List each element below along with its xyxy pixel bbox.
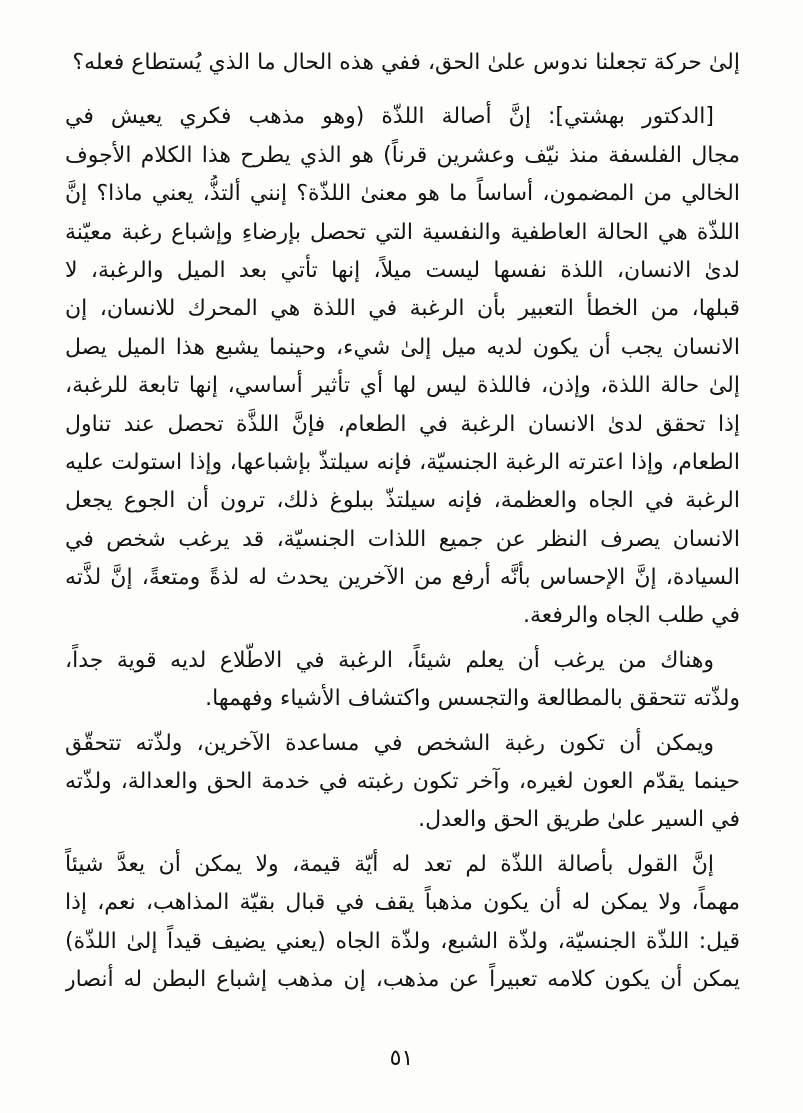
text-line: في طلب الجاه والرفعة. [523, 603, 740, 629]
text-line: في السير علىٰ طريق الحق والعدل. [418, 807, 740, 833]
text-line: ويمكن أن تكون رغبة الشخص في مساعدة الآخرين، ولذّته تتحقّق [65, 730, 714, 756]
text-line: لدىٰ الانسان، اللذة نفسها ليست ميلاً، إنها تأتي بعد الميل والرغبة، لا [65, 257, 740, 283]
text-line: الخالي من المضمون، أساساً ما هو معنىٰ اللذّة؟ إنني ألتذُّ، يعني ماذا؟ إنَّ [65, 181, 740, 207]
text-line: إلىٰ حركة تجعلنا ندوس علىٰ الحق، ففي هذه الحال ما الذي يُستطاع فعله؟ [72, 50, 740, 75]
paragraph [65, 725, 740, 840]
text-line: الانسان يجب أن يكون لديه ميل إلىٰ شيء، وحينما يشبع هذا الميل يصل [65, 334, 740, 360]
text-line: ولذّته تتحقق بالمطالعة والتجسس واكتشاف الأشياء وفهمها. [205, 686, 740, 712]
text-line: إنَّ القول بأصالة اللذّة لم تعد له أيّة قيمة، ولا يمكن أن يعدَّ شيئاً [65, 851, 714, 877]
page-number: ٥١ [389, 1046, 414, 1071]
text-line: وهناك من يرغب أن يعلم شيئاً، الرغبة في الاطّلاع لديه قوية جداً، [65, 647, 714, 673]
text-line: اللذّة هي الحالة العاطفية والنفسية التي تحصل بإرضاءِ وإشباع رغبة معيّنة [65, 219, 740, 245]
paragraph [65, 44, 740, 82]
text-line: قيل: اللذّة الجنسيّة، ولذّة الشبع، ولذّة الجاه (يعني يضيف قيداً إلىٰ اللذّة) [65, 928, 740, 954]
text-line: إذا تحقق لدىٰ الانسان الرغبة في الطعام، فإنَّ اللذَّة تحصل عند تناول [65, 411, 740, 437]
text-line: حينما يقدّم العون لغيره، وآخر تكون رغبته في خدمة الحق والعدالة، ولذّته [65, 769, 740, 795]
text-line: مهماً، ولا يمكن له أن يكون مذهباً يقف في قبال بقيّة المذاهب، نعم، إذا [65, 890, 740, 916]
text-line: السيادة، إنَّ الإحساس بأنَّه أرفع من الآخرين يحدث له لذةً ومتعةً، إنَّ لذَّته [65, 565, 740, 591]
text-line: الانسان يصرف النظر عن جميع اللذات الجنسيّة، قد يرغب شخص في [65, 526, 740, 552]
text-line: إلىٰ حالة اللذة، وإذن، فاللذة ليس لها أي تأثير أساسي، إنها تابعة للرغبة، [65, 373, 740, 399]
text-line: يمكن أن يكون كلامه تعبيراً عن مذهب، إن مذهب إشباع البطن له أنصار [65, 966, 740, 992]
text-line: مجال الفلسفة منذ نيّف وعشرين قرناً) هو الذي يطرح هذا الكلام الأجوف [65, 142, 740, 168]
text-line: الرغبة في الجاه والعظمة، فإنه سيلتذّ ببلوغ ذلك، ترون أن الجوع يجعل [65, 488, 740, 514]
paragraph [65, 642, 740, 719]
text-line: قبلها، من الخطأ التعبير بأن الرغبة في اللذة هي المحرك للانسان، إن [65, 296, 740, 322]
text-line: [الدكتور بهشتي]: إنَّ أصالة اللذّة (وهو مذهب فكري يعيش في [65, 104, 714, 130]
paragraph [65, 846, 740, 1000]
paragraph [65, 98, 740, 635]
text-block [65, 44, 740, 999]
text-line: الطعام، وإذا اعترته الرغبة الجنسيّة، فإنه سيلتذّ بإشباعها، وإذا استولت عليه [65, 449, 740, 475]
